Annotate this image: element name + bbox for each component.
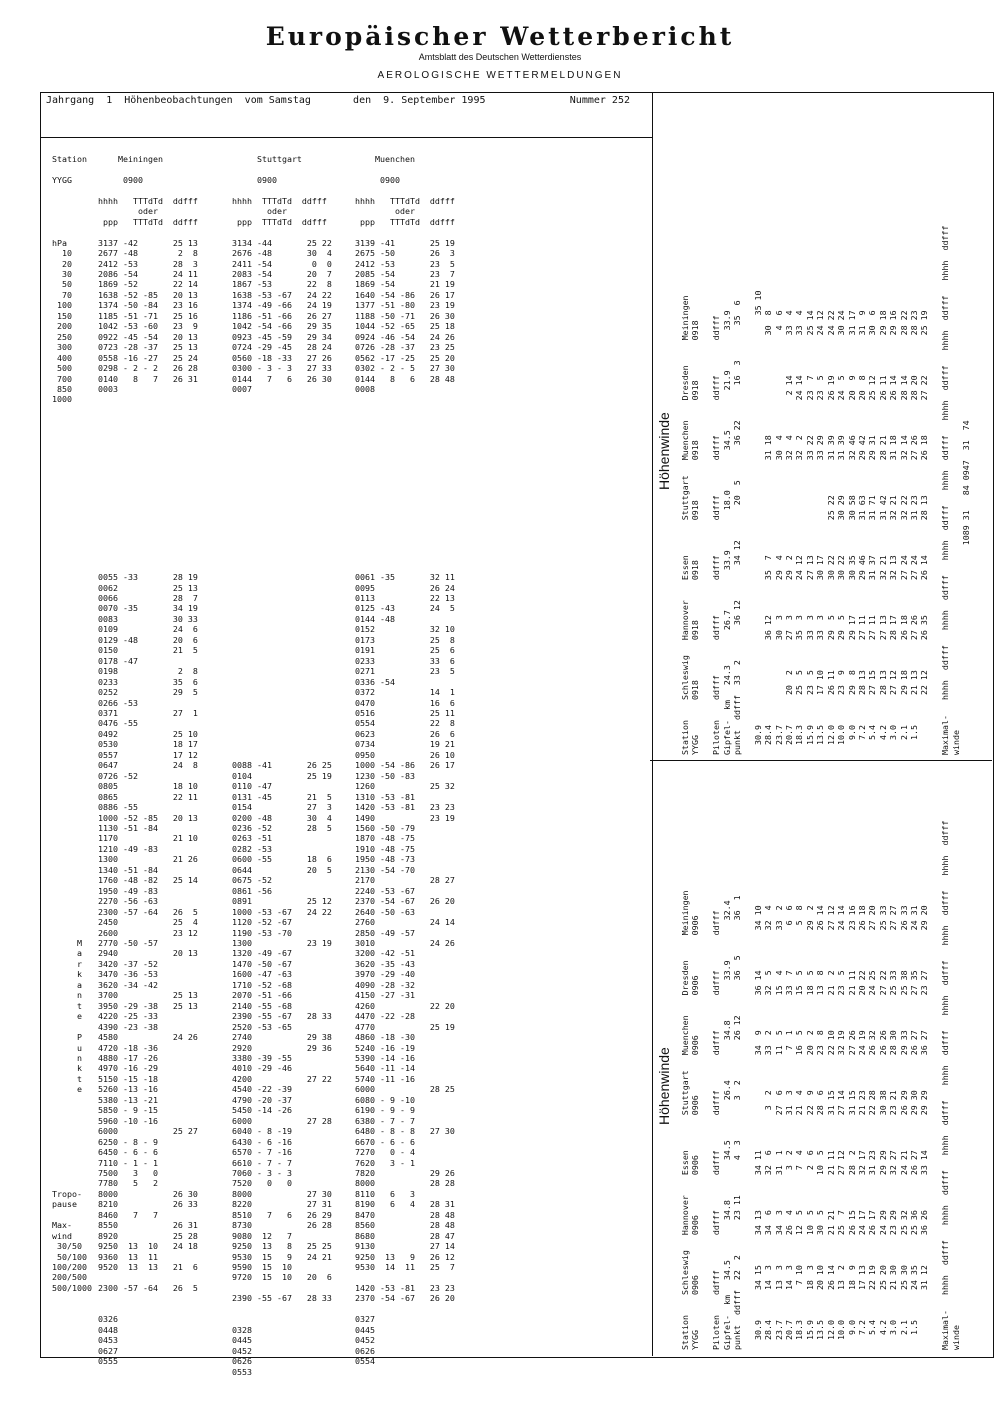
stuttgart-column: Stuttgart 0900 hhhh TTTdTd ddfff oder ppp TTTdTd ddfff 3134 -44 25 22 2676 -48 30 4 2411 -54 0 0 2083 -54 20 7 1867 -53 22 8 1638 -53 -67 24 22 1374 -49 -66 24 19 1186 -51 -66 26 27 1042 -54 -66 29 35 0923 -45 -59 29 34 0724 -29 -45 28 24 0560 -18 -33 27 26 0300 - 3 - 3 27 33 0144 7 6 26 30 0007 (232, 154, 332, 394)
significant-points-station-column: M a r k a n t e P u n k t e Tropo- pause Max- wind 30/50 50/100 100/200 200/500 500/1000 (52, 937, 92, 1293)
muenchen-column: Muenchen 0900 hhhh TTTdTd ddfff oder ppp TTTdTd ddfff 3139 -41 25 19 2675 -50 26 3 2412 -53 23 5 2085 -54 23 7 1869 -54 21 19 1640 -54 -86 26 17 1377 -51 -80 23 19 1188 -50 -71 26 30 1044 -52 -65 25 18 0924 -46 -54 24 26 0726 -28 -37 23 25 0562 -17 -25 25 20 0302 - 2 - 5 27 30 0144 8 6 28 48 0008 (355, 154, 455, 394)
significant-points-meiningen: 0055 -33 28 19 0062 25 13 0066 28 7 0070 -35 34 19 0083 30 33 0109 24 6 0129 -48 20 6 0150 21 5 0178 -47 0198 2 8 0233 35 6 0252 29 5 0266 -53 0371 27 1 0476 -55 0492 25 10 0530 18 17 0557 17 12 0647 24 8 0726 -52 0805 18 10 0865 22 11 0886 -55 1000 -52 -85 20 13 1130 -51 -84 1170 21 10 1210 -49 -83 1300 21 26 1340 -51 -84 1760 -48 -82 25 14 1950 -49 -83 2270 -56 -63 2300 -57 -64 26 5 2450 25 4 2600 23 12 2770 -50 -57 2940 20 13 3420 -37 -52 3470 -36 -53 3620 -34 -42 3700 25 13 3950 -29 -38 25 13 4220 -25 -33 4390 -23 -38 4580 24 26 4720 -18 -36 4880 -17 -26 4970 -16 -29 5150 -15 -18 5260 -13 -16 5380 -13 -21 5850 - 9 -15 5960 -10 -16 6000 25 27 6250 - 8 - 9 6450 - 6 - 6 7110 - 1 - 1 7500 3 0 7780 5 2 8000 26 30 8210 26 33 8460 7 7 8550 26 31 8920 25 28 9250 13 10 24 18 9360 13 11 9520 13 13 21 6 2300 -57 -64 26 5 0326 0448 0453 0627 0555 (98, 572, 198, 1367)
winds-divider (650, 760, 992, 761)
station-column: Station YYGG hPa 10 20 30 50 70 100 150 200 250 300 400 500 700 850 1000 (52, 154, 87, 405)
column-divider-right (652, 92, 653, 1356)
header-divider (40, 137, 652, 138)
document-subtitle: Amtsblatt des Deutschen Wetterdienstes (418, 52, 582, 62)
info-line: Jahrgang 1 Höhenbeobachtungen vom Samstag den 9. September 1995 Nummer 252 (46, 95, 630, 106)
document-title: Europäischer Wetterbericht (265, 22, 735, 51)
significant-points-stuttgart: 0088 -41 26 25 0104 25 19 0110 -47 0131 -45 21 5 0154 27 3 0200 -48 30 4 0236 -52 28 5 0263 -51 0282 -53 0600 -55 18 6 0644 20 5 0675 -52 0861 -56 0891 25 12 1000 -53 -67 24 22 1120 -52 -67 1190 -53 -70 1300 23 19 1320 -49 -67 1470 -50 -67 1600 -47 -63 1710 -52 -68 2070 -51 -66 2140 -55 -68 2390 -55 -67 28 33 2520 -53 -65 2740 29 38 2920 29 36 3380 -39 -55 4010 -29 -46 4200 27 22 4540 -22 -39 4790 -20 -37 5450 -14 -26 6000 27 28 6040 - 8 -19 6430 - 6 -16 6570 - 7 -16 6610 - 7 - 7 7060 - 3 - 3 7520 0 0 8000 27 30 8220 27 31 8510 7 6 26 29 8730 26 28 9080 12 7 9250 13 8 25 25 9530 15 9 24 21 9590 15 10 9720 15 10 20 6 2390 -55 -67 28 33 0328 0445 0452 0626 0553 (232, 760, 332, 1377)
meiningen-column: Meiningen 0900 hhhh TTTdTd ddfff oder ppp TTTdTd ddfff 3137 -42 25 13 2677 -48 2 8 2412 -53 28 3 2086 -54 24 11 1869 -52 22 14 1638 -52 -85 20 13 1374 -50 -84 23 16 1185 -51 -71 25 16 1042 -53 -60 23 9 0922 -45 -54 20 13 0723 -28 -37 25 13 0558 -16 -27 25 24 0298 - 2 - 2 26 28 0140 8 7 26 31 0003 (98, 154, 198, 394)
significant-points-muenchen: 0061 -35 32 11 0095 26 24 0113 22 13 0125 -43 24 5 0144 -48 0152 32 10 0173 25 8 0191 25 6 0233 33 6 0271 23 5 0336 -54 0372 14 1 0470 16 6 0516 25 11 0554 22 8 0623 26 6 0734 19 21 0950 26 10 1000 -54 -86 26 17 1230 -50 -83 1260 25 32 1310 -53 -81 1420 -53 -81 23 23 1490 23 19 1560 -50 -79 1870 -48 -75 1910 -48 -75 1950 -48 -73 2130 -54 -70 2170 28 27 2240 -53 -67 2370 -54 -67 26 20 2640 -50 -63 2760 24 14 2850 -49 -57 3010 24 26 3200 -42 -51 3620 -35 -43 3970 -29 -40 4090 -28 -32 4150 -27 -31 4260 22 20 4470 -22 -28 4770 25 19 4860 -18 -30 5240 -16 -19 5390 -14 -16 5640 -11 -14 5740 -11 -16 6000 28 25 6080 - 9 -10 6190 - 9 - 9 6380 - 7 - 7 6480 - 8 - 8 27 30 6670 - 6 - 6 7270 0 - 4 7620 3 - 1 7820 29 26 8000 28 28 8110 6 3 8190 6 4 28 31 8470 28 48 8560 28 48 8680 28 47 9130 27 14 9250 13 9 26 12 9530 14 11 25 7 1420 -53 -81 23 23 2370 -54 -67 26 20 0327 0445 0452 0626 0554 (355, 572, 455, 1367)
section-title: AEROLOGISCHE WETTERMELDUNGEN (377, 70, 623, 81)
hoehenwinde-bottom-table: Station Schleswig Hannover Essen Stuttgart Muenchen Dresden Meiningen YYGG 0906 0906 0906 0906 0906 0906 0906 Piloten ddfff ddfff ddfff ddfff ddfff ddfff ddfff Gipfel- km 34.5 34.8 34.5 26.4 34.8 33.9 32.4 punkt ddfff 22 2 23 11 4 3 3 2 26 12 36 5 36 1 30.9 34 15 34 13 34 11 34 9 36 14 34 10 28.4 14 3 34 6 32 6 3 2 33 2 32 5 32 4 23.7 13 3 34 3 31 1 27 6 11 5 15 4 33 2 20.7 14 3 26 4 3 2 31 3 7 1 33 7 6 6 18.3 7 10 12 5 7 4 21 4 16 5 15 5 5 8 15.9 18 3 10 5 2 6 22 9 20 2 18 5 29 2 13.5 20 10 30 5 10 5 28 6 23 8 13 8 26 14 12.0 26 14 21 21 21 11 31 15 22 10 21 2 27 12 10.0 13 2 25 7 27 12 27 14 32 19 23 5 24 14 9.0 18 9 26 15 28 2 31 15 27 26 21 11 23 16 7.2 17 13 24 17 32 17 21 23 24 19 20 22 26 18 5.4 22 19 26 17 31 23 22 28 26 32 24 25 27 20 4.2 25 20 24 29 29 29 30 38 26 26 27 22 25 33 3.0 21 30 23 29 32 27 23 21 28 30 25 33 27 27 2.1 25 30 25 32 24 21 26 29 29 33 25 38 26 33 1.5 24 35 25 36 26 27 29 30 26 27 27 35 24 31 31 12 36 26 33 14 29 29 36 27 23 27 29 20 Maximal- hhhh ddfff hhhh ddfff hhhh ddfff hhhh ddfff hhhh ddfff hhhh ddfff hhhh ddfff winde (680, 820, 961, 1350)
hoehenwinde-top-table: Station Schleswig Hannover Essen Stuttgart Muenchen Dresden Meiningen YYGG 0918 0918 0918 0918 0918 0918 0918 Piloten ddfff ddfff ddfff ddfff ddfff ddfff ddfff Gipfel- km 24.3 26.7 33.9 18.0 34.5 21.9 33.9 punkt ddfff 33 2 36 12 34 12 20 5 36 22 16 3 35 6 30.9 35 10 28.4 36 12 35 7 31 18 30 8 23.7 30 3 29 4 30 4 4 6 20.7 20 2 27 3 29 2 32 4 2 14 33 4 18.3 25 5 35 3 24 12 32 2 24 14 33 4 15.9 23 5 33 3 27 13 33 22 23 7 25 14 13.5 17 10 33 3 30 17 33 29 23 5 24 12 12.0 26 11 29 5 30 22 25 22 31 39 26 19 24 22 10.0 23 9 29 5 30 22 30 29 31 39 24 5 30 24 9.0 29 8 29 17 30 35 30 58 32 46 20 9 31 17 7.2 28 13 27 11 29 46 31 63 29 42 20 8 31 9 5.4 27 15 27 11 31 37 31 71 29 31 25 12 30 6 4.2 28 13 27 13 32 21 31 42 28 21 26 11 29 18 3.0 27 12 28 17 32 13 32 21 31 18 26 14 29 16 2.1 29 18 26 18 27 24 32 22 32 14 28 14 28 22 1.5 21 13 27 26 27 24 31 23 27 26 28 20 28 23 22 12 26 35 26 14 28 13 26 18 27 22 25 19 Maximal- hhhh ddfff hhhh ddfff hhhh ddfff hhhh ddfff hhhh ddfff hhhh ddfff hhhh ddfff winde 1089 31 84 0947 31 74 (680, 225, 971, 755)
hoehenwinde-label-bottom: Höhenwinde (656, 1047, 672, 1125)
hoehenwinde-label-top: Höhenwinde (656, 412, 672, 490)
